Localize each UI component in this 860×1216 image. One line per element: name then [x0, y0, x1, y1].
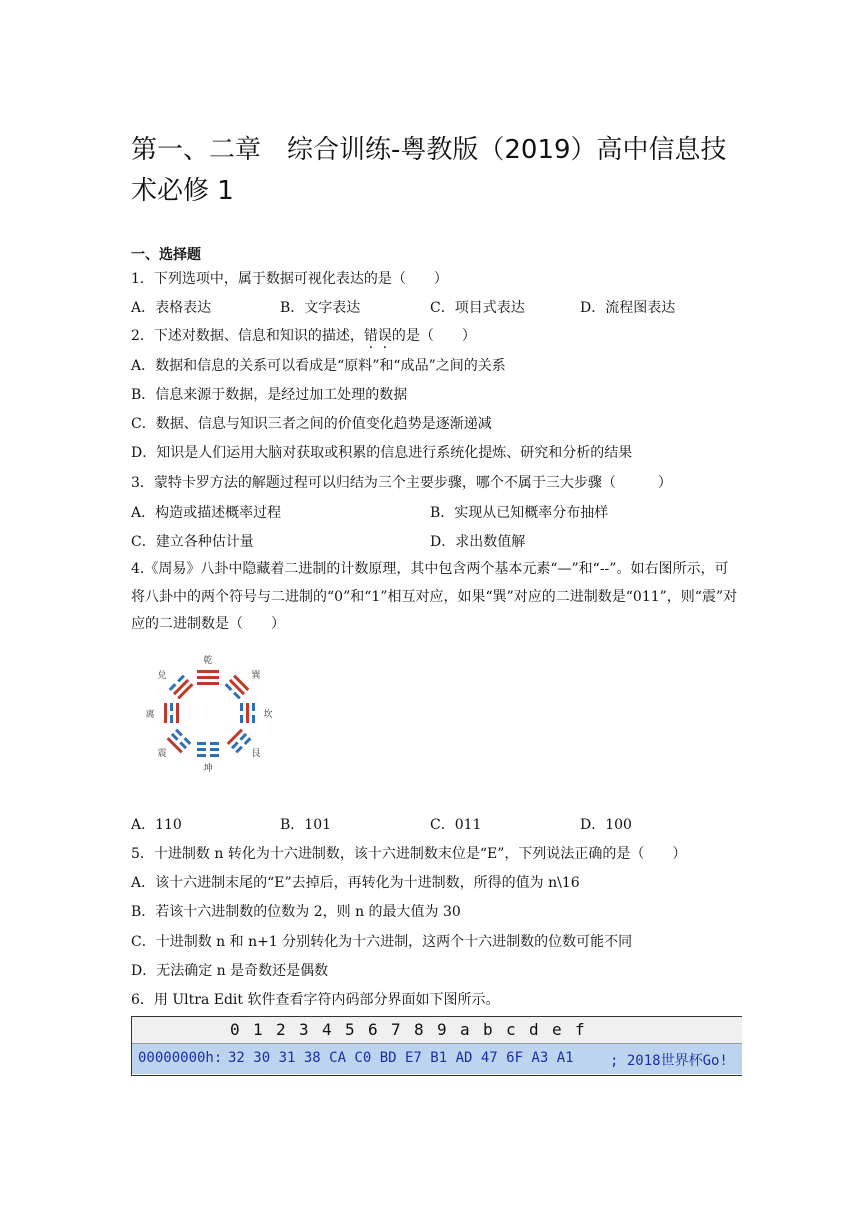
hex-col: 4: [322, 1020, 332, 1039]
question-1-stem: 1．下列选项中，属于数据可视化表达的是（ ）: [131, 271, 448, 287]
q1-option-b: B．文字表达: [280, 300, 361, 316]
trigram-label-kun: 坤: [203, 764, 213, 774]
hex-col: a: [460, 1020, 470, 1039]
trigram-label-zhen: 震: [157, 749, 167, 759]
hex-col: b: [483, 1020, 493, 1039]
trigram-label-kan: 坎: [263, 710, 273, 720]
section-heading: 一、选择题: [131, 247, 201, 263]
hex-col: 1: [253, 1020, 263, 1039]
hex-col: 0: [230, 1020, 240, 1039]
q5-option-a: A．该十六进制末尾的“E”去掉后，再转化为十进制数，所得的值为 n\16: [131, 875, 580, 891]
q2-option-b: B．信息来源于数据，是经过加工处理的数据: [131, 387, 408, 403]
q3-option-c: C．建立各种估计量: [131, 534, 254, 550]
hex-col: 3: [299, 1020, 309, 1039]
q1-option-c: C．项目式表达: [430, 300, 525, 316]
hex-col: 5: [345, 1020, 355, 1039]
trigram-zhen: [167, 729, 192, 754]
trigram-qian: [197, 670, 219, 685]
question-4-stem: 4.《周易》八卦中隐藏着二进制的计数原理，其中包含两个基本元素“—”和“--”。如右图所示，可将八卦中的两个符号与二进制的“0”和“1”相互对应，如果“巽”对应的二进制数是“011”，则“震”对应的二进制数是（ ）: [131, 561, 738, 632]
q3-option-d: D．求出数值解: [430, 534, 526, 550]
q1-option-a: A．表格表达: [131, 300, 212, 316]
hex-col: 2: [276, 1020, 286, 1039]
q2-stem-post: 的是（ ）: [391, 328, 476, 344]
ultraedit-hex-view: [131, 1016, 742, 1076]
q5-option-d: D．无法确定 n 是奇数还是偶数: [131, 963, 329, 979]
q4-option-d: D．100: [580, 817, 632, 833]
hex-col: 6: [368, 1020, 378, 1039]
question-5-stem: 5．十进制数 n 转化为十六进制数，该十六进制数末位是“E”，下列说法正确的是（ ）: [131, 846, 687, 862]
hex-data-row: [132, 1044, 742, 1074]
hex-col: 8: [414, 1020, 424, 1039]
q4-option-a: A．110: [131, 817, 182, 833]
hex-col: e: [552, 1020, 562, 1039]
q2-emphasis-2: 误: [377, 328, 392, 344]
q2-emphasis-1: 错: [363, 328, 378, 344]
q3-option-a: A．构造或描述概率过程: [131, 505, 282, 521]
hex-text: ; 2018世界杯Go!: [610, 1053, 728, 1069]
question-3-stem: 3．蒙特卡罗方法的解题过程可以归结为三个主要步骤，哪个不属于三大步骤（ ）: [131, 475, 672, 491]
hex-col: f: [575, 1020, 585, 1039]
hex-col: 7: [391, 1020, 401, 1039]
q5-option-c: C．十进制数 n 和 n+1 分别转化为十六进制，这两个十六进制数的位数可能不同: [131, 934, 633, 950]
trigram-kun: [197, 742, 219, 757]
hex-column-header: [132, 1017, 742, 1044]
hex-col: c: [506, 1020, 516, 1039]
q2-option-c: C．数据、信息与知识三者之间的价值变化趋势是逐渐递减: [131, 416, 492, 432]
q4-option-b: B．101: [280, 817, 332, 833]
trigram-label-xun: 巽: [251, 671, 261, 681]
hex-bytes: 32 30 31 38 CA C0 BD E7 B1 AD 47 6F A3 A1: [228, 1050, 574, 1066]
trigram-label-gen: 艮: [251, 749, 261, 759]
question-6-stem: 6．用 Ultra Edit 软件查看字符内码部分界面如下图所示。: [131, 992, 500, 1008]
q2-option-a: A．数据和信息的关系可以看成是“原料”和“成品”之间的关系: [131, 358, 506, 374]
q1-option-d: D．流程图表达: [580, 300, 676, 316]
question-2-stem: [131, 325, 476, 345]
trigram-label-li: 离: [145, 710, 155, 720]
trigram-li: [164, 703, 179, 723]
trigram-label-qian: 乾: [203, 656, 213, 666]
q2-option-d: D．知识是人们运用大脑对获取或积累的信息进行系统化提炼、研究和分析的结果: [131, 445, 633, 461]
trigram-xun: [225, 675, 250, 700]
hex-col: 9: [437, 1020, 447, 1039]
trigram-gen: [227, 729, 252, 754]
trigram-label-dui: 兑: [157, 671, 167, 681]
bagua-diagram: [140, 650, 280, 775]
page-title: 第一、二章 综合训练-粤教版（2019）高中信息技术必修 1: [131, 135, 727, 206]
trigram-kan: [240, 703, 255, 723]
hex-col: d: [529, 1020, 539, 1039]
q3-option-b: B．实现从已知概率分布抽样: [430, 505, 609, 521]
trigram-dui: [169, 675, 194, 700]
hex-address: 00000000h:: [138, 1050, 223, 1066]
q5-option-b: B．若该十六进制数的位数为 2，则 n 的最大值为 30: [131, 904, 461, 920]
q2-stem-pre: 2．下述对数据、信息和知识的描述，: [131, 328, 364, 344]
q4-option-c: C．011: [430, 817, 482, 833]
